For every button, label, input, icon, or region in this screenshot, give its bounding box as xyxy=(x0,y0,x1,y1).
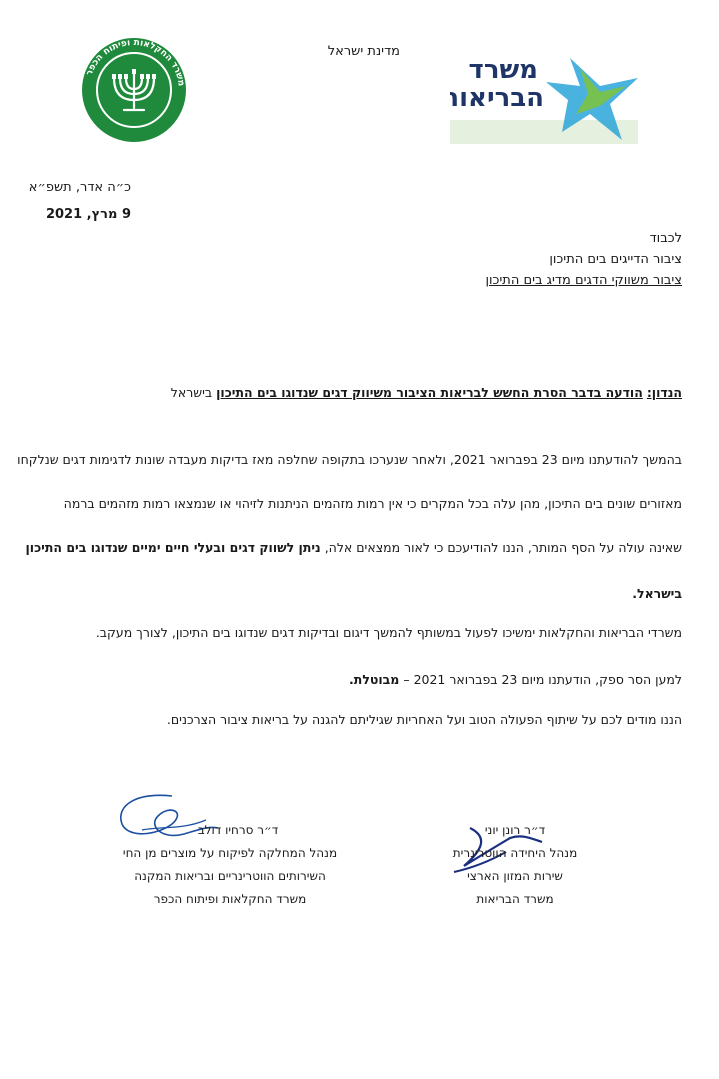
body-paragraph-2: מאזורים שונים בים התיכון, מהן עלה בכל המקרים כי אין רמות מזהמים הניתנות לזיהוי או שנמצאו רמות מזהמים ברמה xyxy=(63,496,682,511)
seal-text: משרד החקלאות ופיתוח הכפר xyxy=(84,37,186,87)
body-paragraph-4: בישראל. xyxy=(632,586,682,601)
p6-plain: למען הסר ספק, הודעתנו מיום 23 בפברואר 2021 – xyxy=(399,672,682,687)
health-ministry-logo xyxy=(450,48,638,148)
left-signer-org: משרד החקלאות ופיתוח הכפר xyxy=(153,892,307,906)
left-signer-name: ד״ר סרחיו דולב xyxy=(197,823,279,837)
logo-text-line2: הבריאות xyxy=(450,83,544,113)
signature-scribble-left xyxy=(112,790,222,850)
left-signer-role-2: השירותים הווטרינריים ובריאות המקנה xyxy=(134,869,326,883)
subject-label: הנדון: xyxy=(646,385,682,400)
p3-bold: ניתן לשווק דגים ובעלי חיים ימיים שנדוגו בים התיכון xyxy=(25,540,321,555)
body-paragraph-7: הננו מודים לכם על שיתוף הפעולה הטוב ועל האחריות שגיליתם להגנה על בריאות ציבור הצרכנים. xyxy=(166,712,682,727)
right-signer-role-2: שירות המזון הארצי xyxy=(467,869,563,883)
right-signer-org: משרד הבריאות xyxy=(476,892,554,906)
body-paragraph-1: בהמשך להודעתנו מיום 23 בפברואר 2021, ולאחר שנערכו בתקופה שחלפה מאז בדיקות מעבדה שונות לדגימות דגים שנלקחו xyxy=(17,452,682,467)
subject-suffix: בישראל xyxy=(170,385,217,400)
body-paragraph-5: משרדי הבריאות והחקלאות ימשיכו לפעול במשותף להמשך דיגום ובדיקות דגים שנדוגו בים התיכון, לצורך מעקב. xyxy=(95,625,682,640)
subject-title: הודעה בדבר הסרת החשש לבריאות הציבור משיווק דגים שנדוגו בים התיכון xyxy=(216,385,643,400)
body-paragraph-6 xyxy=(349,672,682,687)
recipient-line-2: ציבור משווקי הדגים מדיג בים התיכון xyxy=(485,273,682,288)
recipient-line-1: ציבור הדייגים בים התיכון xyxy=(549,252,682,267)
agriculture-ministry-seal xyxy=(80,36,188,144)
right-signer-name: ד״ר רונן יוני xyxy=(484,823,546,837)
salutation: לכבוד xyxy=(649,231,682,246)
hebrew-date: כ״ה אדר, תשפ״א xyxy=(28,180,131,195)
left-signer-role-1: מנהל המחלקה לפיקוח על מוצרים מן החי xyxy=(122,846,338,860)
body-paragraph-3 xyxy=(26,540,682,555)
p6-bold: מבוטלת. xyxy=(349,672,400,687)
signature-scribble-right xyxy=(450,808,550,878)
logo-text-line1: משרד xyxy=(468,55,538,85)
subject-line xyxy=(171,385,682,400)
gregorian-date: 9 מרץ, 2021 xyxy=(45,207,131,222)
right-signer-role-1: מנהל היחידה הווטרינרית xyxy=(452,846,578,860)
state-of-israel-heading: מדינת ישראל xyxy=(327,44,400,59)
p3-plain: שאינה עולה על הסף המותר, הננו להודיעכם כי לאור ממצאים אלה, xyxy=(320,540,682,555)
